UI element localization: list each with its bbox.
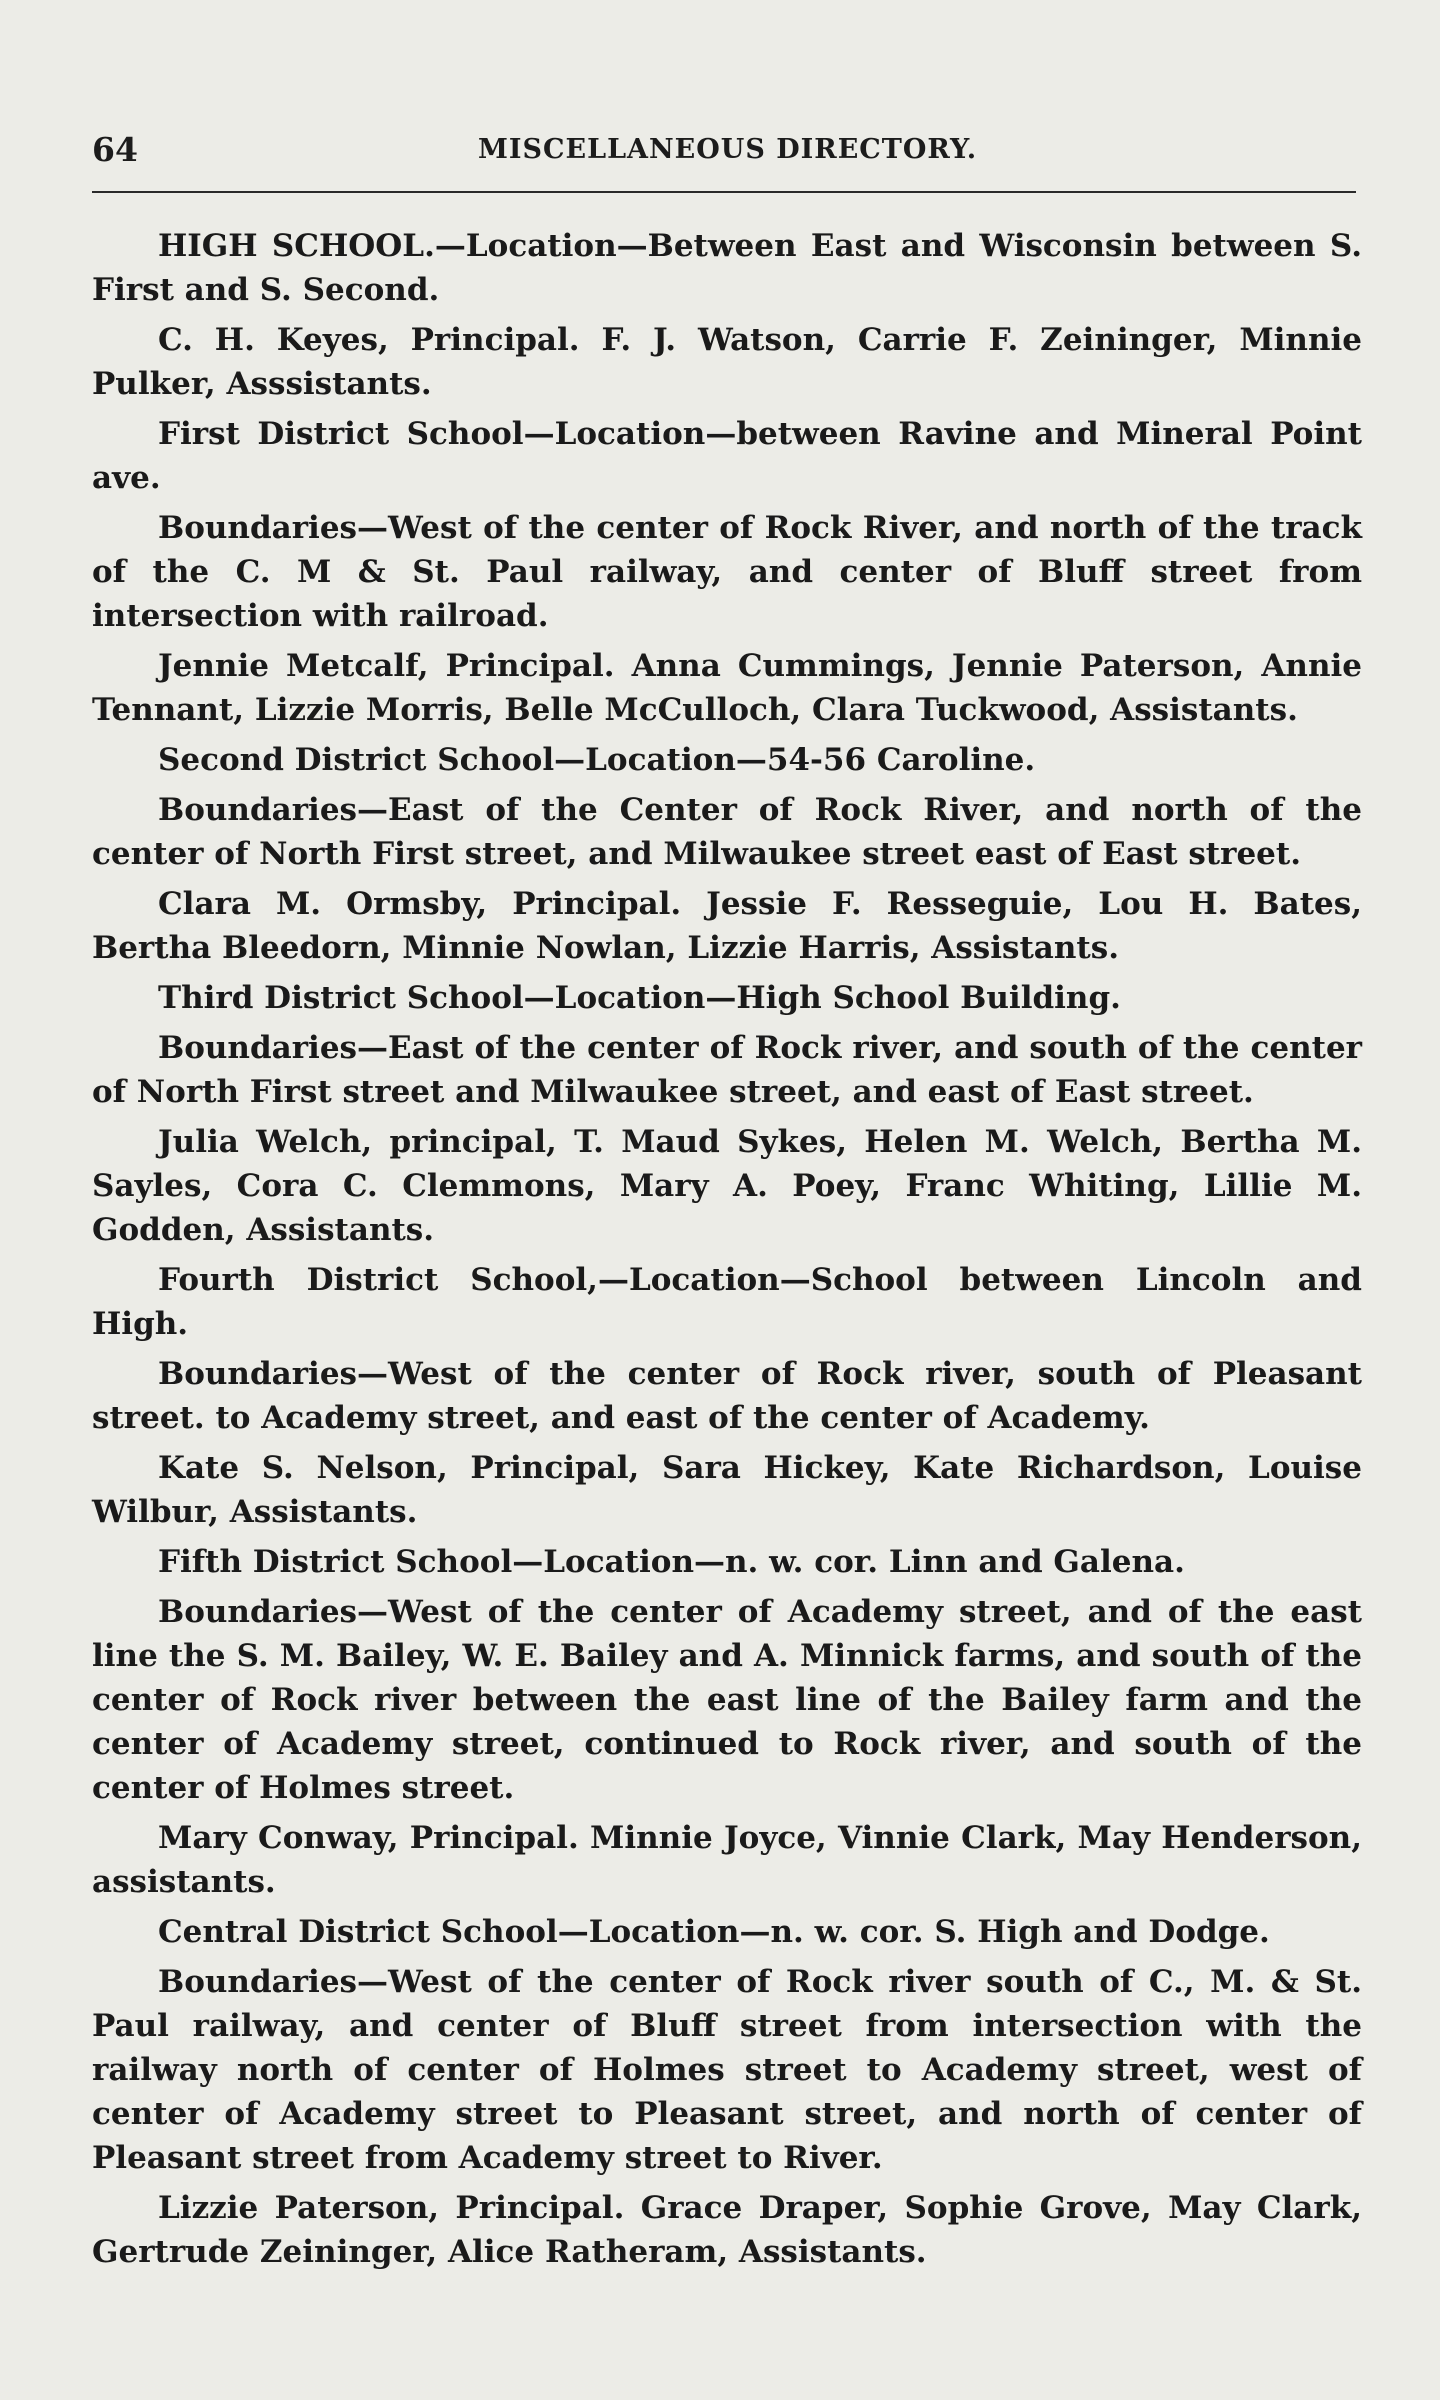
page-header <box>92 126 1356 176</box>
page-number: 64 <box>92 130 138 169</box>
paragraph-first-district-staff: Jennie Metcalf, Principal. Anna Cummings, Jennie Paterson, Annie Tennant, Lizzie Morris, Belle McCulloch, Clara Tuckwood, Assistants. <box>92 648 1362 728</box>
paragraph-fifth-district-location: Fifth District School—Location—n. w. cor. Linn and Galena. <box>158 1544 1185 1580</box>
paragraph-high-school-location: HIGH SCHOOL.—Location—Between East and Wisconsin between S. First and S. Second. <box>92 228 1362 308</box>
paragraph-fourth-district-location: Fourth District School,—Location—School between Lincoln and High. <box>92 1262 1362 1342</box>
paragraph-fourth-district-boundaries: Boundaries—West of the center of Rock river, south of Pleasant street. to Academy street, and east of the center of Academy. <box>92 1356 1362 1436</box>
paragraph-second-district-boundaries: Boundaries—East of the Center of Rock River, and north of the center of North First street, and Milwaukee street east of East street. <box>92 792 1362 872</box>
paragraph-third-district-location: Third District School—Location—High School Building. <box>158 980 1121 1016</box>
paragraph-fourth-district-staff: Kate S. Nelson, Principal, Sara Hickey, Kate Richardson, Louise Wilbur, Assistants. <box>92 1450 1362 1530</box>
paragraph-central-district-location: Central District School—Location—n. w. cor. S. High and Dodge. <box>158 1914 1270 1950</box>
paragraph-first-district-location: First District School—Location—between Ravine and Mineral Point ave. <box>92 416 1362 496</box>
paragraph-second-district-location: Second District School—Location—54-56 Caroline. <box>158 742 1036 778</box>
paragraph-high-school-staff: C. H. Keyes, Principal. F. J. Watson, Carrie F. Zeininger, Minnie Pulker, Asssistants. <box>92 322 1362 402</box>
paragraph-third-district-staff: Julia Welch, principal, T. Maud Sykes, Helen M. Welch, Bertha M. Sayles, Cora C. Clemmons, Mary A. Poey, Franc Whiting, Lillie M. Godden, Assistants. <box>92 1124 1362 1248</box>
header-divider <box>92 191 1356 193</box>
paragraph-fifth-district-staff: Mary Conway, Principal. Minnie Joyce, Vinnie Clark, May Henderson, assistants. <box>92 1820 1362 1900</box>
paragraph-fifth-district-boundaries: Boundaries—West of the center of Academy street, and of the east line the S. M. Bailey, W. E. Bailey and A. Minnick farms, and south of the center of Rock river between the east line of the Bailey farm and the center of Academy street, continued to Rock river, and south of the center of Holmes street. <box>92 1594 1362 1806</box>
paragraph-central-district-staff: Lizzie Paterson, Principal. Grace Draper, Sophie Grove, May Clark, Gertrude Zeininger, Alice Ratheram, Assistants. <box>92 2190 1362 2270</box>
paragraph-second-district-staff: Clara M. Ormsby, Principal. Jessie F. Resseguie, Lou H. Bates, Bertha Bleedorn, Minnie Nowlan, Lizzie Harris, Assistants. <box>92 886 1362 966</box>
running-title: MISCELLANEOUS DIRECTORY. <box>478 134 978 165</box>
directory-content <box>92 224 1362 2280</box>
paragraph-central-district-boundaries: Boundaries—West of the center of Rock river south of C., M. & St. Paul railway, and center of Bluff street from intersection with the railway north of center of Holmes street to Academy street, west of center of Academy street to Pleasant street, and north of center of Pleasant street from Academy street to River. <box>92 1964 1362 2176</box>
paragraph-first-district-boundaries: Boundaries—West of the center of Rock River, and north of the track of the C. M & St. Paul railway, and center of Bluff street from intersection with railroad. <box>92 510 1362 634</box>
paragraph-third-district-boundaries: Boundaries—East of the center of Rock river, and south of the center of North First street and Milwaukee street, and east of East street. <box>92 1030 1362 1110</box>
